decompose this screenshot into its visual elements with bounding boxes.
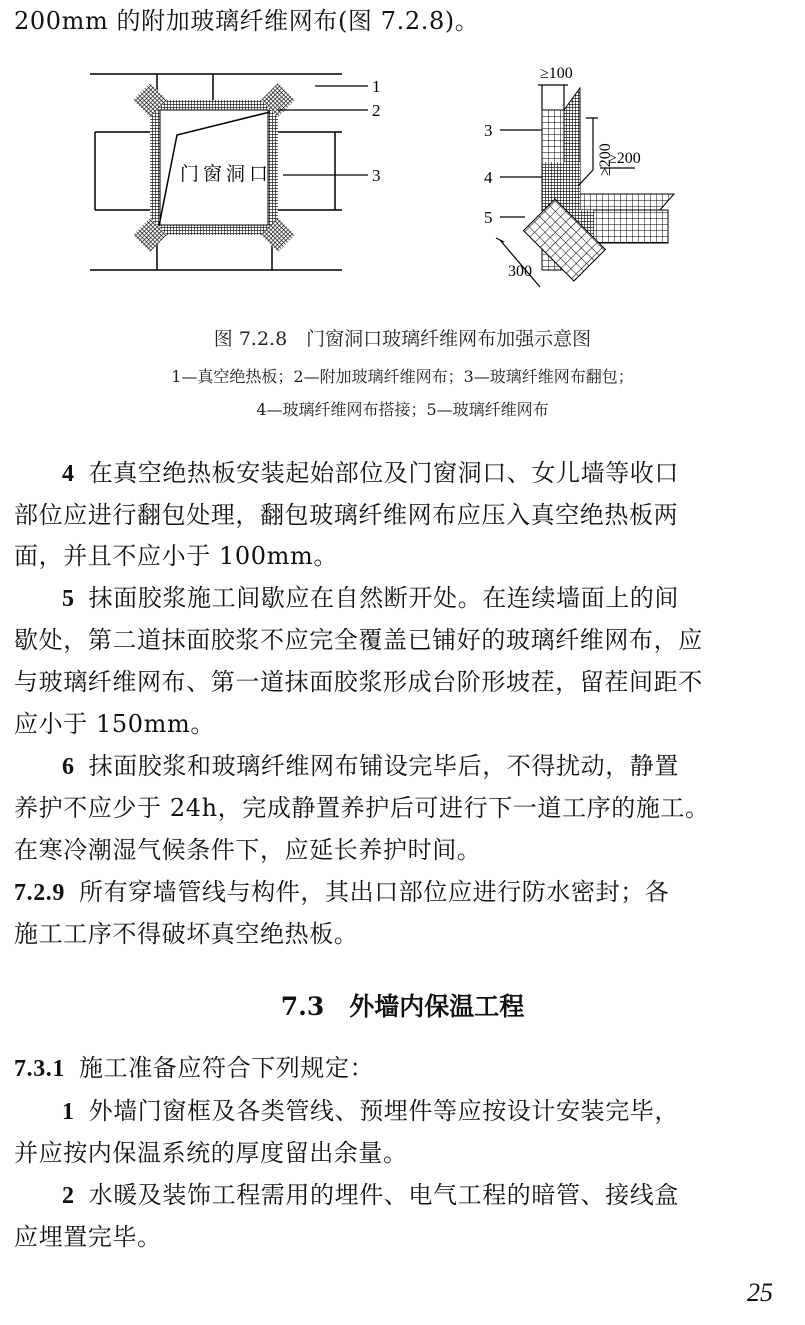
line-text: 面，并且不应小于 100mm。 (14, 542, 338, 570)
line-text: 应小于 150mm。 (14, 710, 215, 738)
dim-300: 300 (508, 263, 532, 280)
line-text: 在寒冷潮湿气候条件下，应延长养护时间。 (14, 836, 482, 864)
callout-1: 1 (372, 77, 381, 96)
line-text: 部位应进行翻包处理，翻包玻璃纤维网布应压入真空绝热板两 (14, 501, 679, 529)
figure-title: 图 7.2.8 门窗洞口玻璃纤维网布加强示意图 (213, 328, 592, 350)
clause-number: 5 (62, 586, 75, 612)
figure-legend-line-1: 1—真空绝热板；2—附加玻璃纤维网布；3—玻璃纤维网布翻包； (171, 367, 634, 386)
clause-number: 1 (62, 1099, 75, 1125)
figure-7-2-8 (80, 50, 740, 310)
line-text: 外墙门窗框及各类管线、预埋件等应按设计安装完毕， (88, 1097, 680, 1125)
paragraph-line (14, 919, 795, 949)
paragraph-line (14, 625, 795, 655)
paragraph-line (14, 1053, 795, 1084)
line-text: 所有穿墙管线与构件，其出口部位应进行防水密封；各 (79, 878, 670, 906)
paragraph-line (14, 877, 795, 908)
callout-5: 5 (484, 208, 493, 227)
callout-3b: 3 (484, 121, 493, 140)
paragraph-line (62, 751, 795, 782)
paragraph-line (14, 1222, 795, 1252)
line-text: 施工工序不得破坏真空绝热板。 (14, 920, 359, 948)
paragraph-line (62, 1180, 795, 1211)
section-heading: 7.3 外墙内保温工程 (280, 992, 525, 1021)
dim-200-vertical: ≥200 (597, 143, 614, 176)
paragraph-line (14, 835, 795, 865)
page-number: 25 (747, 1278, 773, 1307)
paragraph-line (14, 1138, 795, 1168)
line-text: 抹面胶浆和玻璃纤维网布铺设完毕后，不得扰动，静置 (88, 752, 680, 780)
paragraph-line (14, 709, 795, 739)
paragraph-line (62, 1096, 795, 1127)
line-text: 应埋置完毕。 (14, 1223, 162, 1251)
paragraph-line (14, 541, 795, 571)
clause-number: 2 (62, 1183, 75, 1209)
dim-200-horizontal: ≥200 (608, 150, 641, 167)
clause-number: 7.2.9 (14, 880, 65, 906)
line-text: 在真空绝热板安装起始部位及门窗洞口、女儿墙等收口 (88, 459, 680, 487)
clause-number: 4 (62, 461, 75, 487)
clause-number: 7.3.1 (14, 1056, 65, 1082)
figure-label-door-window: 门窗洞口 (180, 164, 273, 185)
paragraph-line (62, 583, 795, 614)
clause-number: 6 (62, 754, 75, 780)
corner-detail (524, 88, 675, 281)
line-text: 歇处，第二道抹面胶浆不应完全覆盖已铺好的玻璃纤维网布，应 (14, 626, 703, 654)
callout-4: 4 (484, 168, 493, 187)
line-text: 养护不应少于 24h，完成静置养护后可进行下一道工序的施工。 (14, 794, 710, 822)
callout-3: 3 (372, 166, 381, 185)
line-text: 与玻璃纤维网布、第一道抹面胶浆形成台阶形坡茬，留茬间距不 (14, 668, 703, 696)
paragraph-line (14, 667, 795, 697)
line-text: 水暖及装饰工程需用的埋件、电气工程的暗管、接线盒 (88, 1181, 680, 1209)
line-text: 并应按内保温系统的厚度留出余量。 (14, 1139, 408, 1167)
paragraph-line (14, 793, 795, 823)
intro-line: 200mm 的附加玻璃纤维网布(图 7.2.8)。 (14, 7, 480, 35)
callout-2: 2 (372, 101, 381, 120)
paragraph-line (14, 500, 795, 530)
paragraph-line (62, 458, 795, 489)
line-text: 抹面胶浆施工间歇应在自然断开处。在连续墙面上的间 (88, 584, 680, 612)
line-text: 施工准备应符合下列规定： (79, 1054, 375, 1082)
figure-legend-line-2: 4—玻璃纤维网布搭接；5—玻璃纤维网布 (256, 400, 549, 419)
dim-100: ≥100 (540, 65, 573, 82)
